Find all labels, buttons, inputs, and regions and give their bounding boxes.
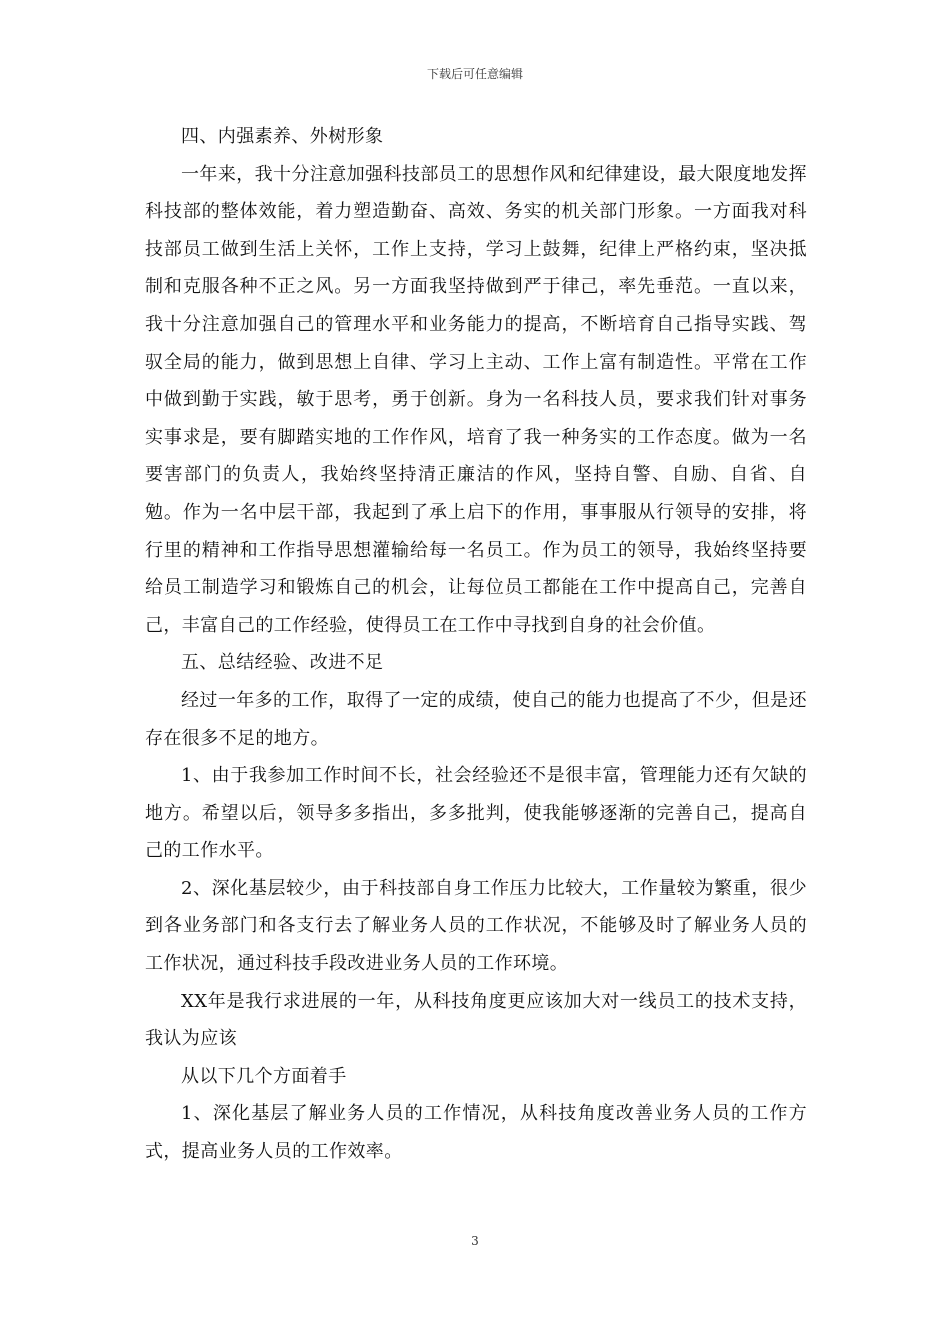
paragraph: 经过一年多的工作，取得了一定的成绩，使自己的能力也提高了不少，但是还存在很多不足的地方。 <box>145 689 807 749</box>
paragraph: 2、深化基层较少，由于科技部自身工作压力比较大，工作量较为繁重，很少到各业务部门和各支行去了解业务人员的工作状况，不能够及时了解业务人员的工作状况，通过科技手段改进业务人员的工作环境。 <box>145 877 807 975</box>
page-header: 下载后可任意编辑 <box>426 67 523 81</box>
document-body <box>145 118 807 1171</box>
paragraph: 一年来，我十分注意加强科技部员工的思想作风和纪律建设，最大限度地发挥科技部的整体效能，着力塑造勤奋、高效、务实的机关部门形象。一方面我对科技部员工做到生活上关怀，工作上支持，学习上鼓舞，纪律上严格约束，坚决抵制和克服各种不正之风。另一方面我坚持做到严于律己，率先垂范。一直以来，我十分注意加强自己的管理水平和业务能力的提高，不断培育自己指导实践、驾驭全局的能力，做到思想上自律、学习上主动、工作上富有制造性。平常在工作中做到勤于实践，敏于思考，勇于创新。身为一名科技人员，要求我们针对事务实事求是，要有脚踏实地的工作作风，培育了我一种务实的工作态度。做为一名要害部门的负责人，我始终坚持清正廉洁的作风，坚持自警、自励、自省、自勉。作为一名中层干部，我起到了承上启下的作用，事事服从行领导的安排，将行里的精神和工作指导思想灌输给每一名员工。作为员工的领导，我始终坚持要给员工制造学习和锻炼自己的机会，让每位员工都能在工作中提高自己，完善自己，丰富自己的工作经验，使得员工在工作中寻找到自身的社会价值。 <box>145 163 807 636</box>
paragraph: 从以下几个方面着手 <box>181 1065 347 1087</box>
page-number: 3 <box>471 1234 479 1248</box>
section-heading-5: 五、总结经验、改进不足 <box>181 652 384 674</box>
section-heading-4: 四、内强素养、外树形象 <box>181 126 384 147</box>
paragraph: 1、深化基层了解业务人员的工作情况，从科技角度改善业务人员的工作方式，提高业务人员的工作效率。 <box>145 1103 807 1163</box>
paragraph: XX年是我行求进展的一年，从科技角度更应该加大对一线员工的技术支持，我认为应该 <box>145 990 807 1050</box>
paragraph: 1、由于我参加工作时间不长，社会经验还不是很丰富，管理能力还有欠缺的地方。希望以后，领导多多指出，多多批判，使我能够逐渐的完善自己，提高自己的工作水平。 <box>145 765 807 862</box>
